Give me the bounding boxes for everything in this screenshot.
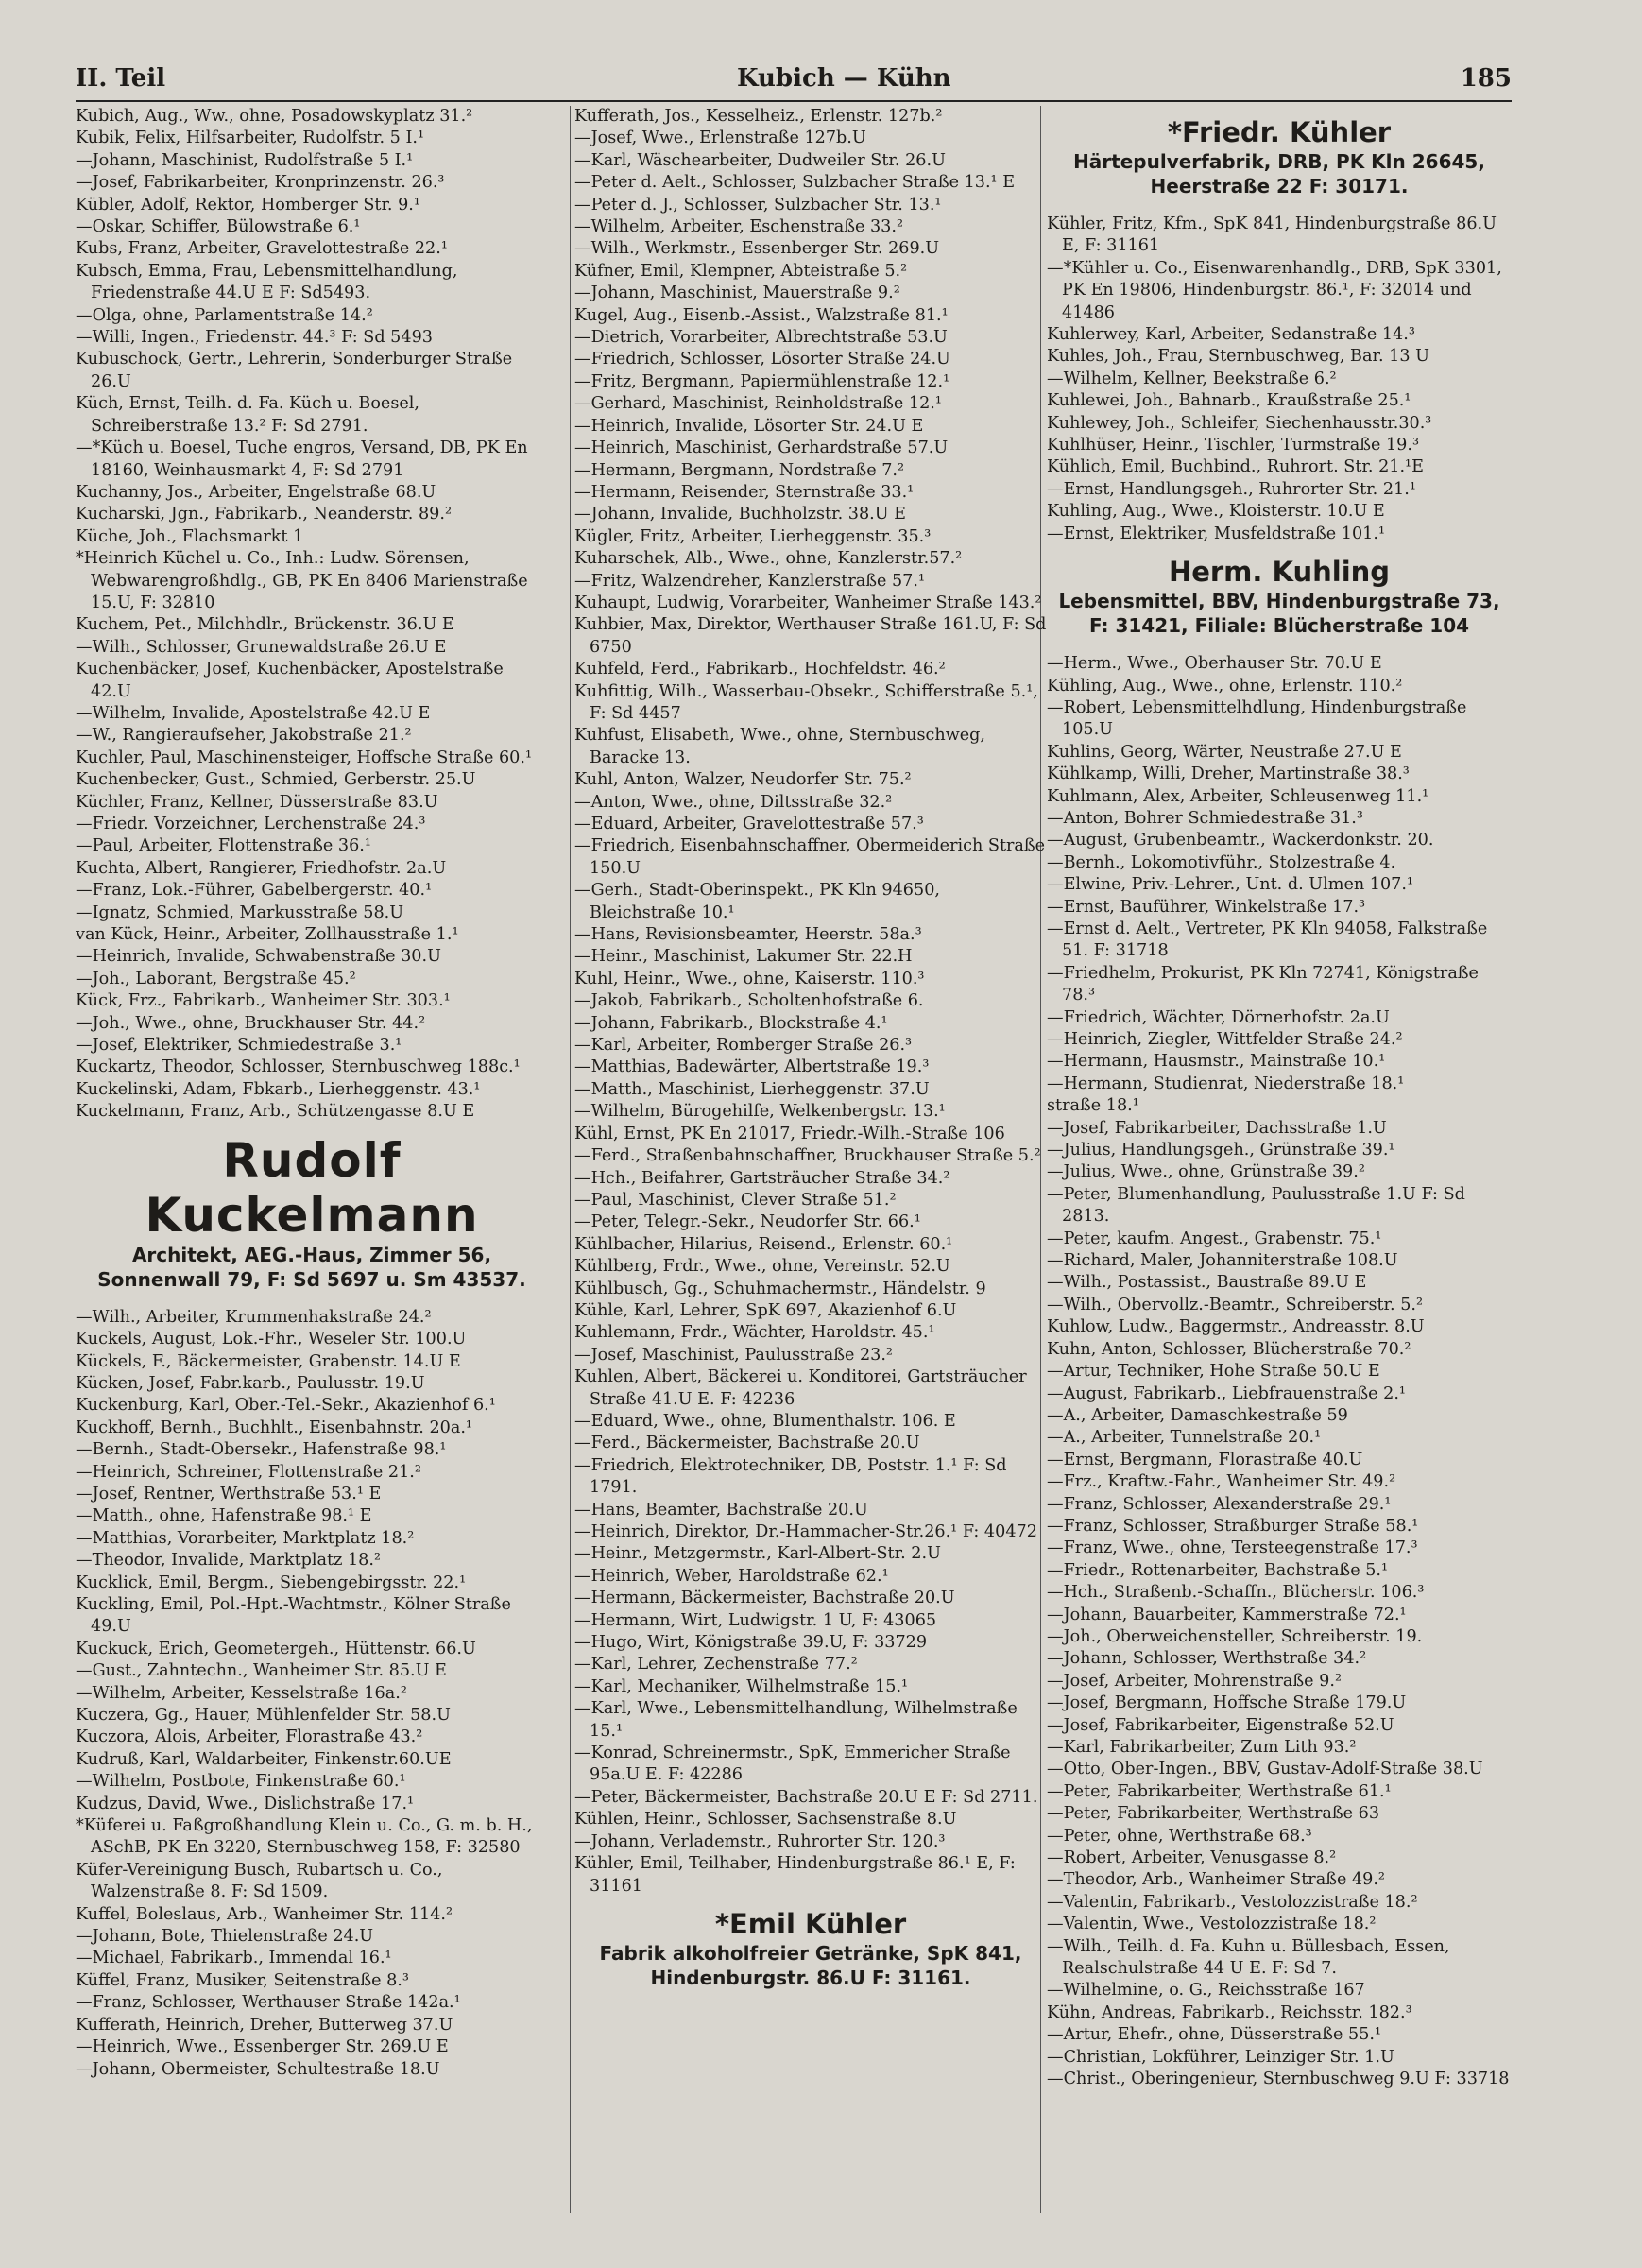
directory-entry: Kühler, Emil, Teilhaber, Hindenburgstraße 86.¹ E, F: 31161 bbox=[574, 1854, 1016, 1896]
directory-entry: —A., Arbeiter, Tunnelstraße 20.¹ bbox=[1047, 1428, 1322, 1448]
business-advertisement bbox=[76, 1133, 548, 1292]
directory-entry: —Konrad, Schreinermstr., SpK, Emmericher Straße 95a.U E. F: 42286 bbox=[574, 1744, 1011, 1785]
directory-entry: —Karl, Wwe., Lebensmittelhandlung, Wilhelmstraße 15.¹ bbox=[574, 1699, 1018, 1741]
directory-entry: —Josef, Wwe., Erlenstraße 127b.U bbox=[574, 129, 866, 148]
directory-entry: —Hermann, Bergmann, Nordstraße 7.² bbox=[574, 460, 905, 480]
directory-entry: —Johann, Maschinist, Rudolfstraße 5 I.¹ bbox=[76, 150, 414, 170]
directory-entry: —Ferd., Straßenbahnschaffner, Bruckhauser Straße 5.² bbox=[574, 1146, 1041, 1166]
advertisement-line: Sonnenwall 79, F: Sd 5697 u. Sm 43537. bbox=[97, 1267, 526, 1291]
directory-entry: —Ernst, Bauführer, Winkelstraße 17.³ bbox=[1047, 897, 1366, 917]
directory-entry: —Michael, Fabrikarb., Immendal 16.¹ bbox=[76, 1949, 392, 1968]
directory-entry: Kufferath, Jos., Kesselheiz., Erlenstr. 127b.² bbox=[574, 107, 943, 126]
directory-entry: —Peter d. Aelt., Schlosser, Sulzbacher Straße 13.¹ E bbox=[574, 173, 1016, 193]
directory-entry: Kuhfeld, Ferd., Fabrikarb., Hochfeldstr. 46.² bbox=[574, 660, 946, 679]
directory-entry: Küfer-Vereinigung Busch, Rubartsch u. Co., Walzenstraße 8. F: Sd 1509. bbox=[76, 1860, 443, 1902]
advertisement-line: F: 31421, Filiale: Blücherstraße 104 bbox=[1088, 614, 1470, 638]
directory-entry: —Robert, Arbeiter, Venusgasse 8.² bbox=[1047, 1848, 1337, 1868]
directory-entry: —Paul, Maschinist, Clever Straße 51.² bbox=[574, 1190, 897, 1210]
directory-entry: Küffel, Franz, Musiker, Seitenstraße 8.³ bbox=[76, 1970, 409, 1990]
directory-entry: —Friedrich, Wächter, Dörnerhofstr. 2a.U bbox=[1047, 1007, 1390, 1027]
directory-entry: —Karl, Arbeiter, Romberger Straße 26.³ bbox=[574, 1036, 913, 1056]
directory-entry: —Hermann, Reisender, Sternstraße 33.¹ bbox=[574, 482, 915, 502]
directory-entry: —Hans, Revisionsbeamter, Heerstr. 58a.³ bbox=[574, 925, 922, 945]
directory-entry: —Wilh., Werkmstr., Essenberger Str. 269.U bbox=[574, 239, 940, 259]
directory-entry: —Peter d. J., Schlosser, Sulzbacher Str. 13.¹ bbox=[574, 195, 942, 215]
directory-entry: —Frz., Kraftw.-Fahr., Wanheimer Str. 49.² bbox=[1047, 1472, 1396, 1492]
directory-entry: —Wilhelm, Postbote, Finkenstraße 60.¹ bbox=[76, 1772, 406, 1792]
directory-entry: —Artur, Techniker, Hohe Straße 50.U E bbox=[1047, 1362, 1380, 1382]
directory-entry: Kuhlow, Ludw., Baggermstr., Andreasstr. 8.U bbox=[1047, 1317, 1425, 1337]
directory-entry: Kühlkamp, Willi, Dreher, Martinstraße 38.³ bbox=[1047, 765, 1410, 784]
directory-entry: Kühler, Fritz, Kfm., SpK 841, Hindenburgstraße 86.U E, F: 31161 bbox=[1047, 215, 1497, 256]
directory-entry: —Wilh., Schlosser, Grunewaldstraße 26.U E bbox=[76, 637, 447, 657]
business-advertisement bbox=[574, 1907, 1047, 1990]
directory-entry: —Julius, Handlungsgeh., Grünstraße 39.¹ bbox=[1047, 1141, 1395, 1160]
directory-entry: Kückels, F., Bäckermeister, Grabenstr. 14.U E bbox=[76, 1351, 461, 1371]
directory-entry: —Ernst d. Aelt., Vertreter, PK Kln 94058, Falkstraße 51. F: 31718 bbox=[1047, 919, 1488, 961]
directory-entry: Kuczora, Alois, Arbeiter, Florastraße 43.² bbox=[76, 1727, 423, 1747]
directory-entry: —Heinr., Maschinist, Lakumer Str. 22.H bbox=[574, 947, 913, 967]
directory-entry: —Joh., Wwe., ohne, Bruckhauser Str. 44.² bbox=[76, 1013, 426, 1033]
directory-entry: Kuhlhüser, Heinr., Tischler, Turmstraße 19.³ bbox=[1047, 436, 1420, 455]
directory-entry: —Peter, kaufm. Angest., Grabenstr. 75.¹ bbox=[1047, 1228, 1382, 1248]
directory-entry: —Matthias, Vorarbeiter, Marktplatz 18.² bbox=[76, 1528, 415, 1548]
directory-entry: Kufferath, Heinrich, Dreher, Butterweg 37.U bbox=[76, 2015, 453, 2035]
directory-entry: —Oskar, Schiffer, Bülowstraße 6.¹ bbox=[76, 217, 361, 237]
advertisement-title: Herm. Kuhling bbox=[1168, 556, 1391, 589]
directory-entry: —A., Arbeiter, Damaschkestraße 59 bbox=[1047, 1405, 1348, 1425]
directory-entry: —Bernh., Stadt-Obersekr., Hafenstraße 98.¹ bbox=[76, 1440, 447, 1460]
directory-entry: —Johann, Bauarbeiter, Kammerstraße 72.¹ bbox=[1047, 1605, 1407, 1624]
directory-entry: —Heinrich, Invalide, Lösorter Str. 24.U E bbox=[574, 416, 924, 436]
directory-entry: Kucharski, Jgn., Fabrikarb., Neanderstr. 89.² bbox=[76, 505, 453, 524]
directory-entry: —Hch., Straßenb.-Schaffn., Blücherstr. 106.³ bbox=[1047, 1583, 1425, 1603]
directory-entry: —Wilhelm, Invalide, Apostelstraße 42.U E bbox=[76, 703, 431, 723]
directory-entry: —Ernst, Elektriker, Musfeldstraße 101.¹ bbox=[1047, 524, 1386, 543]
directory-entry: Kuchler, Paul, Maschinensteiger, Hoffsche Straße 60.¹ bbox=[76, 747, 533, 767]
directory-entry: Kuhlewei, Joh., Bahnarb., Kraußstraße 25.¹ bbox=[1047, 391, 1411, 411]
directory-entry: —Peter, Fabrikarbeiter, Werthstraße 63 bbox=[1047, 1804, 1380, 1824]
directory-entry: —Willi, Ingen., Friedenstr. 44.³ F: Sd 5493 bbox=[76, 328, 433, 348]
directory-entry: —Wilhelm, Arbeiter, Eschenstraße 33.² bbox=[574, 217, 904, 237]
directory-entry: —Franz, Wwe., ohne, Tersteegenstraße 17.³ bbox=[1047, 1538, 1418, 1558]
directory-entry: —Hugo, Wirt, Königstraße 39.U, F: 33729 bbox=[574, 1633, 928, 1653]
directory-entry: Kuhfust, Elisabeth, Wwe., ohne, Sternbuschweg, Baracke 13. bbox=[574, 726, 986, 767]
directory-entry: —Artur, Ehefr., ohne, Düsserstraße 55.¹ bbox=[1047, 2025, 1382, 2045]
directory-entry: —August, Grubenbeamtr., Wackerdonkstr. 20. bbox=[1047, 831, 1434, 850]
directory-entry: —Heinrich, Wwe., Essenberger Str. 269.U E bbox=[76, 2037, 449, 2057]
directory-entry: Kühl, Ernst, PK En 21017, Friedr.-Wilh.-Straße 106 bbox=[574, 1124, 1005, 1143]
directory-entry: —Peter, Bäckermeister, Bachstraße 20.U E F: Sd 2711. bbox=[574, 1787, 1038, 1807]
directory-entry: Kuckelmann, Franz, Arb., Schützengasse 8.U E bbox=[76, 1102, 475, 1122]
directory-entry: —*Küch u. Boesel, Tuche engros, Versand, DB, PK En 18160, Weinhausmarkt 4, F: Sd 2791 bbox=[76, 438, 528, 480]
directory-entry: —Friedrich, Eisenbahnschaffner, Obermeiderich Straße 150.U bbox=[574, 836, 1046, 878]
directory-entry: Kuckels, August, Lok.-Fhr., Weseler Str. 100.U bbox=[76, 1330, 467, 1349]
directory-entry: —Elwine, Priv.-Lehrer., Unt. d. Ulmen 107.¹ bbox=[1047, 875, 1414, 895]
advertisement-line: Hindenburgstr. 86.U F: 31161. bbox=[650, 1966, 971, 1989]
directory-entry: —Josef, Fabrikarbeiter, Kronprinzenstr. 26.³ bbox=[76, 173, 445, 193]
directory-entry: Kuhbier, Max, Direktor, Werthauser Straße 161.U, F: Sd 6750 bbox=[574, 615, 1047, 657]
directory-entry: —Heinrich, Invalide, Schwabenstraße 30.U bbox=[76, 947, 441, 967]
section-label: II. Teil bbox=[76, 64, 166, 93]
directory-entry: —Josef, Maschinist, Paulusstraße 23.² bbox=[574, 1345, 893, 1365]
directory-entry: Kudruß, Karl, Waldarbeiter, Finkenstr.60.UE bbox=[76, 1749, 452, 1769]
directory-entry: —Matth., Maschinist, Lierheggenstr. 37.U bbox=[574, 1079, 930, 1099]
directory-entry: —Eduard, Wwe., ohne, Blumenthalstr. 106. E bbox=[574, 1411, 956, 1431]
directory-entry: —Hch., Beifahrer, Gartsträucher Straße 34.² bbox=[574, 1168, 950, 1188]
directory-entry: Kubsch, Emma, Frau, Lebensmittelhandlung, Friedenstraße 44.U E F: Sd5493. bbox=[76, 261, 458, 303]
directory-entry: —Friedrich, Schlosser, Lösorter Straße 24.U bbox=[574, 350, 950, 369]
advertisement-line: Fabrik alkoholfreier Getränke, SpK 841, bbox=[599, 1941, 1022, 1965]
directory-entry: —Jakob, Fabrikarb., Scholtenhofstraße 6. bbox=[574, 991, 924, 1011]
directory-entry: Kubich, Aug., Ww., ohne, Posadowskyplatz 31.² bbox=[76, 107, 473, 126]
directory-entry: —Ignatz, Schmied, Markusstraße 58.U bbox=[76, 902, 404, 922]
directory-entry: —Wilh., Postassist., Baustraße 89.U E bbox=[1047, 1273, 1367, 1293]
directory-entry: Kuharschek, Alb., Wwe., ohne, Kanzlerstr.57.² bbox=[574, 549, 963, 569]
advertisement-title: *Emil Kühler bbox=[714, 1907, 907, 1940]
directory-entry: —Hermann, Wirt, Ludwigstr. 1 U, F: 43065 bbox=[574, 1610, 937, 1630]
directory-entry: —Valentin, Wwe., Vestolozzistraße 18.² bbox=[1047, 1915, 1377, 1934]
directory-entry: Kuckelinski, Adam, Fbkarb., Lierheggenstr. 43.¹ bbox=[76, 1079, 481, 1099]
directory-entry: —Hermann, Hausmstr., Mainstraße 10.¹ bbox=[1047, 1052, 1386, 1072]
directory-column-2 bbox=[574, 106, 1047, 2213]
directory-entry: —Fritz, Bergmann, Papiermühlenstraße 12.¹ bbox=[574, 371, 950, 391]
directory-entry: —Dietrich, Vorarbeiter, Albrechtstraße 53.U bbox=[574, 328, 948, 348]
directory-entry: *Küferei u. Faßgroßhandlung Klein u. Co., G. m. b. H., ASchB, PK En 3220, Sternbuschweg 158, F: 32580 bbox=[76, 1816, 533, 1858]
directory-entry: —Friedrich, Elektrotechniker, DB, Poststr. 1.¹ F: Sd 1791. bbox=[574, 1455, 1007, 1498]
directory-entry: —Fritz, Walzendreher, Kanzlerstraße 57.¹ bbox=[574, 571, 926, 591]
directory-entry: Kuchta, Albert, Rangierer, Friedhofstr. 2a.U bbox=[76, 858, 447, 878]
directory-entry: —Johann, Fabrikarb., Blockstraße 4.¹ bbox=[574, 1013, 888, 1033]
page-range-title: Kubich — Kühn bbox=[737, 64, 951, 93]
directory-entry: —Wilh., Teilh. d. Fa. Kuhn u. Büllesbach, Essen, Realschulstraße 44 U E. F: Sd 7. bbox=[1047, 1936, 1450, 1979]
directory-entry: —Josef, Fabrikarbeiter, Eigenstraße 52.U bbox=[1047, 1715, 1394, 1735]
directory-entry: —Josef, Elektriker, Schmiedestraße 3.¹ bbox=[76, 1036, 402, 1056]
directory-entry: —Josef, Fabrikarbeiter, Dachsstraße 1.U bbox=[1047, 1118, 1387, 1138]
directory-entry: Kuhfittig, Wilh., Wasserbau-Obsekr., Schifferstraße 5.¹, F: Sd 4457 bbox=[574, 681, 1038, 723]
advertisement-line: Architekt, AEG.-Haus, Zimmer 56, bbox=[131, 1243, 492, 1266]
directory-entry: —Karl, Mechaniker, Wilhelmstraße 15.¹ bbox=[574, 1676, 909, 1696]
directory-entry: —Wilh., Arbeiter, Krummenhakstraße 24.² bbox=[76, 1307, 432, 1327]
directory-entry: Kühlberg, Frdr., Wwe., ohne, Vereinstr. 52.U bbox=[574, 1257, 950, 1277]
directory-entry: Kuchem, Pet., Milchhdlr., Brückenstr. 36.U E bbox=[76, 615, 454, 635]
directory-entry: —August, Fabrikarb., Liebfrauenstraße 2.¹ bbox=[1047, 1383, 1406, 1403]
directory-entry: —Julius, Wwe., ohne, Grünstraße 39.² bbox=[1047, 1162, 1365, 1182]
directory-entry: Kuhn, Anton, Schlosser, Blücherstraße 70.² bbox=[1047, 1339, 1411, 1359]
directory-entry: —Johann, Maschinist, Mauerstraße 9.² bbox=[574, 284, 900, 303]
directory-entry: —Josef, Bergmann, Hoffsche Straße 179.U bbox=[1047, 1693, 1407, 1713]
directory-entry: —Heinrich, Weber, Haroldstraße 62.¹ bbox=[574, 1566, 889, 1586]
directory-entry: Kuhl, Anton, Walzer, Neudorfer Str. 75.² bbox=[574, 770, 912, 790]
directory-entry: Kühlbusch, Gg., Schuhmachermstr., Händelstr. 9 bbox=[574, 1279, 986, 1298]
directory-entry: —Hermann, Bäckermeister, Bachstraße 20.U bbox=[574, 1589, 955, 1608]
directory-entry: Kucklick, Emil, Bergm., Siebengebirgsstr. 22.¹ bbox=[76, 1572, 467, 1592]
directory-entry: Kücken, Josef, Fabr.karb., Paulusstr. 19.U bbox=[76, 1373, 425, 1393]
directory-entry: —Gerh., Stadt-Oberinspekt., PK Kln 94650, Bleichstraße 10.¹ bbox=[574, 881, 940, 922]
directory-entry: —Wilh., Obervollz.-Beamtr., Schreiberstr. 5.² bbox=[1047, 1295, 1424, 1314]
directory-entry: —Wilhelm, Bürogehilfe, Welkenbergstr. 13.¹ bbox=[574, 1102, 946, 1122]
directory-entry: —Karl, Lehrer, Zechenstraße 77.² bbox=[574, 1655, 858, 1675]
directory-entry: —Heinrich, Direktor, Dr.-Hammacher-Str.26.¹ F: 40472 bbox=[574, 1522, 1037, 1541]
directory-entry: Kuhlerwey, Karl, Arbeiter, Sedanstraße 14.³ bbox=[1047, 325, 1415, 345]
page-number: 185 bbox=[1460, 64, 1512, 93]
directory-entry: —Johann, Bote, Thielenstraße 24.U bbox=[76, 1927, 374, 1947]
directory-entry: Kühlich, Emil, Buchbind., Ruhrort. Str. 21.¹E bbox=[1047, 457, 1424, 477]
directory-entry: Kügler, Fritz, Arbeiter, Lierheggenstr. 35.³ bbox=[574, 526, 932, 546]
advertisement-title: Rudolf Kuckelmann bbox=[145, 1132, 479, 1243]
directory-entry: Kubuschock, Gertr., Lehrerin, Sonderburger Straße 26.U bbox=[76, 350, 513, 391]
directory-entry: —Robert, Lebensmittelhdlung, Hindenburgstraße 105.U bbox=[1047, 697, 1467, 740]
directory-entry: Kuchenbäcker, Josef, Kuchenbäcker, Apostelstraße 42.U bbox=[76, 660, 504, 701]
directory-entry: Kuczera, Gg., Hauer, Mühlenfelder Str. 58.U bbox=[76, 1706, 451, 1725]
directory-entry: —Christian, Lokführer, Leinziger Str. 1.U bbox=[1047, 2047, 1394, 2067]
directory-entry: Kugel, Aug., Eisenb.-Assist., Walzstraße 81.¹ bbox=[574, 305, 949, 325]
directory-entry: —Matthias, Badewärter, Albertstraße 19.³ bbox=[574, 1057, 930, 1077]
business-advertisement bbox=[1047, 115, 1512, 198]
directory-entry: Kuckling, Emil, Pol.-Hpt.-Wachtmstr., Kölner Straße 49.U bbox=[76, 1594, 511, 1637]
directory-entry: Kühlbacher, Hilarius, Reisend., Erlenstr. 60.¹ bbox=[574, 1234, 953, 1254]
directory-entry: Küchler, Franz, Kellner, Düsserstraße 83.U bbox=[76, 792, 438, 812]
directory-entry: van Kück, Heinr., Arbeiter, Zollhausstraße 1.¹ bbox=[76, 925, 459, 945]
directory-entry: —Josef, Rentner, Werthstraße 53.¹ E bbox=[76, 1484, 382, 1503]
column-divider bbox=[570, 106, 571, 2213]
directory-entry: —Hermann, Studienrat, Niederstraße 18.¹ bbox=[1047, 1074, 1405, 1093]
directory-entry: —Theodor, Invalide, Marktplatz 18.² bbox=[76, 1551, 381, 1571]
directory-column-1 bbox=[76, 106, 548, 2213]
directory-entry: —Johann, Obermeister, Schultestraße 18.U bbox=[76, 2059, 440, 2079]
advertisement-line: Lebensmittel, BBV, Hindenburgstraße 73, bbox=[1058, 590, 1500, 613]
directory-entry: —Friedhelm, Prokurist, PK Kln 72741, Königstraße 78.³ bbox=[1047, 963, 1479, 1005]
advertisement-line: Härtepulverfabrik, DRB, PK Kln 26645, bbox=[1073, 150, 1485, 173]
directory-entry: —Karl, Fabrikarbeiter, Zum Lith 93.² bbox=[1047, 1738, 1357, 1757]
directory-entry: Kück, Frz., Fabrikarb., Wanheimer Str. 303.¹ bbox=[76, 991, 451, 1011]
directory-entry: —Valentin, Fabrikarb., Vestolozzistraße 18.² bbox=[1047, 1892, 1418, 1912]
directory-entry: Kuckartz, Theodor, Schlosser, Sternbuschweg 188c.¹ bbox=[76, 1057, 521, 1077]
directory-entry: —Otto, Ober-Ingen., BBV, Gustav-Adolf-Straße 38.U bbox=[1047, 1760, 1483, 1779]
directory-entry: —Hans, Beamter, Bachstraße 20.U bbox=[574, 1500, 868, 1520]
directory-entry: —Franz, Schlosser, Werthauser Straße 142a.¹ bbox=[76, 1993, 461, 2013]
directory-entry: Kuhlins, Georg, Wärter, Neustraße 27.U E bbox=[1047, 742, 1402, 762]
directory-entry: —Johann, Invalide, Buchholzstr. 38.U E bbox=[574, 505, 906, 524]
advertisement-title: *Friedr. Kühler bbox=[1167, 116, 1392, 148]
directory-entry: Kubs, Franz, Arbeiter, Gravelottestraße 22.¹ bbox=[76, 239, 448, 259]
directory-entry: —Eduard, Arbeiter, Gravelottestraße 57.³ bbox=[574, 815, 924, 833]
directory-entry: Küch, Ernst, Teilh. d. Fa. Küch u. Boesel, Schreiberstraße 13.² F: Sd 2791. bbox=[76, 394, 419, 436]
directory-entry: —Olga, ohne, Parlamentstraße 14.² bbox=[76, 305, 373, 325]
directory-entry: Kudzus, David, Wwe., Dislichstraße 17.¹ bbox=[76, 1794, 415, 1813]
directory-entry: Kuckenburg, Karl, Ober.-Tel.-Sekr., Akazienhof 6.¹ bbox=[76, 1396, 496, 1416]
directory-entry: —Ferd., Bäckermeister, Bachstraße 20.U bbox=[574, 1434, 920, 1453]
directory-entry: —Anton, Wwe., ohne, Diltsstraße 32.² bbox=[574, 792, 893, 812]
directory-entry: —Christ., Oberingenieur, Sternbuschweg 9.U F: 33718 bbox=[1047, 2070, 1510, 2089]
directory-entry: —Bernh., Lokomotivführ., Stolzestraße 4. bbox=[1047, 852, 1396, 872]
directory-column-3 bbox=[1047, 106, 1512, 2213]
directory-entry: Kühling, Aug., Wwe., ohne, Erlenstr. 110.² bbox=[1047, 676, 1403, 696]
directory-entry: Kuchenbecker, Gust., Schmied, Gerberstr. 25.U bbox=[76, 770, 476, 790]
directory-entry: —Wilhelm, Arbeiter, Kesselstraße 16a.² bbox=[76, 1683, 407, 1703]
directory-entry: —Heinr., Metzgermstr., Karl-Albert-Str. 2.U bbox=[574, 1544, 941, 1564]
directory-entry: Kuckuck, Erich, Geometergeh., Hüttenstr. 66.U bbox=[76, 1639, 476, 1658]
directory-entry: —Franz, Lok.-Führer, Gabelbergerstr. 40.¹ bbox=[76, 881, 433, 901]
directory-entry: Kuhlen, Albert, Bäckerei u. Konditorei, Gartsträucher Straße 41.U E. F: 42236 bbox=[574, 1367, 1027, 1409]
directory-entry: —Gust., Zahntechn., Wanheimer Str. 85.U E bbox=[76, 1661, 447, 1681]
directory-entry: Kuhaupt, Ludwig, Vorarbeiter, Wanheimer Straße 143.² bbox=[574, 593, 1042, 612]
directory-entry: Kuhling, Aug., Wwe., Kloisterstr. 10.U E bbox=[1047, 502, 1385, 522]
directory-entry: *Heinrich Küchel u. Co., Inh.: Ludw. Sörensen, Webwarengroßhdlg., GB, PK En 8406 Marienstraße 15.U, F: 32810 bbox=[76, 549, 528, 612]
directory-entry: Kuhlmann, Alex, Arbeiter, Schleusenweg 11.¹ bbox=[1047, 786, 1429, 806]
directory-entry: —Wilhelmine, o. G., Reichsstraße 167 bbox=[1047, 1981, 1365, 2001]
directory-entry: straße 18.¹ bbox=[1047, 1096, 1139, 1116]
directory-entry: —Franz, Schlosser, Straßburger Straße 58.¹ bbox=[1047, 1516, 1419, 1536]
directory-entry: Kühlen, Heinr., Schlosser, Sachsenstraße 8.U bbox=[574, 1810, 957, 1830]
directory-entry: —Wilhelm, Kellner, Beekstraße 6.² bbox=[1047, 369, 1337, 388]
directory-entry: —Paul, Arbeiter, Flottenstraße 36.¹ bbox=[76, 836, 371, 856]
directory-entry: —Heinrich, Maschinist, Gerhardstraße 57.U bbox=[574, 438, 949, 458]
directory-entry: —Ernst, Handlungsgeh., Ruhrorter Str. 21.¹ bbox=[1047, 479, 1416, 499]
directory-entry: Kuhlewey, Joh., Schleifer, Siechenhausstr.30.³ bbox=[1047, 413, 1432, 433]
directory-entry: —Friedr. Vorzeichner, Lerchenstraße 24.³ bbox=[76, 815, 426, 833]
advertisement-line: Heerstraße 22 F: 30171. bbox=[1150, 175, 1409, 198]
directory-entry: Kuhles, Joh., Frau, Sternbuschweg, Bar. 13 U bbox=[1047, 347, 1429, 367]
directory-entry: —Johann, Verlademstr., Ruhrorter Str. 120.³ bbox=[574, 1831, 946, 1851]
directory-entry: —Heinrich, Ziegler, Wittfelder Straße 24.² bbox=[1047, 1030, 1403, 1049]
directory-entry: Kuffel, Boleslaus, Arb., Wanheimer Str. 114.² bbox=[76, 1904, 453, 1924]
directory-entry: —Peter, Telegr.-Sekr., Neudorfer Str. 66.¹ bbox=[574, 1212, 921, 1232]
directory-entry: —Ernst, Bergmann, Florastraße 40.U bbox=[1047, 1450, 1363, 1469]
directory-entry: Kübler, Adolf, Rektor, Homberger Str. 9.¹ bbox=[76, 195, 420, 215]
directory-entry: —Peter, Fabrikarbeiter, Werthstraße 61.¹ bbox=[1047, 1781, 1392, 1801]
page-header bbox=[76, 59, 1512, 102]
directory-entry: —Peter, ohne, Werthstraße 68.³ bbox=[1047, 1826, 1312, 1846]
directory-entry: —Peter, Blumenhandlung, Paulusstraße 1.U F: Sd 2813. bbox=[1047, 1184, 1465, 1227]
directory-entry: —Herm., Wwe., Oberhauser Str. 70.U E bbox=[1047, 654, 1382, 674]
directory-entry: Küche, Joh., Flachsmarkt 1 bbox=[76, 526, 304, 546]
directory-entry: —Johann, Schlosser, Werthstraße 34.² bbox=[1047, 1649, 1367, 1669]
directory-entry: Kuhl, Heinr., Wwe., ohne, Kaiserstr. 110.³ bbox=[574, 969, 925, 988]
directory-entry: Kühle, Karl, Lehrer, SpK 697, Akazienhof 6.U bbox=[574, 1300, 957, 1320]
directory-entry: Kuhlemann, Frdr., Wächter, Haroldstr. 45.¹ bbox=[574, 1323, 935, 1343]
directory-entry: Kubik, Felix, Hilfsarbeiter, Rudolfstr. 5 I.¹ bbox=[76, 129, 425, 148]
directory-entry: —W., Rangieraufseher, Jakobstraße 21.² bbox=[76, 726, 412, 746]
directory-entry: Küfner, Emil, Klempner, Abteistraße 5.² bbox=[574, 261, 908, 281]
directory-entry: —Franz, Schlosser, Alexanderstraße 29.¹ bbox=[1047, 1494, 1392, 1514]
directory-entry: Kuckhoff, Bernh., Buchhlt., Eisenbahnstr. 20a.¹ bbox=[76, 1418, 472, 1437]
directory-entry: —Karl, Wäschearbeiter, Dudweiler Str. 26.U bbox=[574, 150, 946, 170]
directory-entry: Kuchanny, Jos., Arbeiter, Engelstraße 68.U bbox=[76, 482, 436, 502]
directory-entry: Kühn, Andreas, Fabrikarb., Reichsstr. 182.³ bbox=[1047, 2002, 1412, 2022]
directory-entry: —Theodor, Arb., Wanheimer Straße 49.² bbox=[1047, 1870, 1385, 1890]
directory-entry: —Heinrich, Schreiner, Flottenstraße 21.² bbox=[76, 1462, 421, 1482]
directory-entry: —Anton, Bohrer Schmiedestraße 31.³ bbox=[1047, 808, 1363, 828]
directory-entry: —*Kühler u. Co., Eisenwarenhandlg., DRB, SpK 3301, PK En 19806, Hindenburgstr. 86.¹, F: 32014 und 41486 bbox=[1047, 258, 1502, 322]
directory-entry: —Josef, Arbeiter, Mohrenstraße 9.² bbox=[1047, 1671, 1342, 1691]
directory-entry: —Joh., Laborant, Bergstraße 45.² bbox=[76, 969, 356, 988]
directory-entry: —Matth., ohne, Hafenstraße 98.¹ E bbox=[76, 1506, 372, 1526]
directory-entry: —Friedr., Rottenarbeiter, Bachstraße 5.¹ bbox=[1047, 1560, 1389, 1580]
directory-entry: —Joh., Oberweichensteller, Schreiberstr. 19. bbox=[1047, 1626, 1423, 1646]
directory-entry: —Gerhard, Maschinist, Reinholdstraße 12.¹ bbox=[574, 394, 942, 414]
directory-entry: —Richard, Maler, Johanniterstraße 108.U bbox=[1047, 1251, 1398, 1271]
business-advertisement bbox=[1047, 555, 1512, 638]
